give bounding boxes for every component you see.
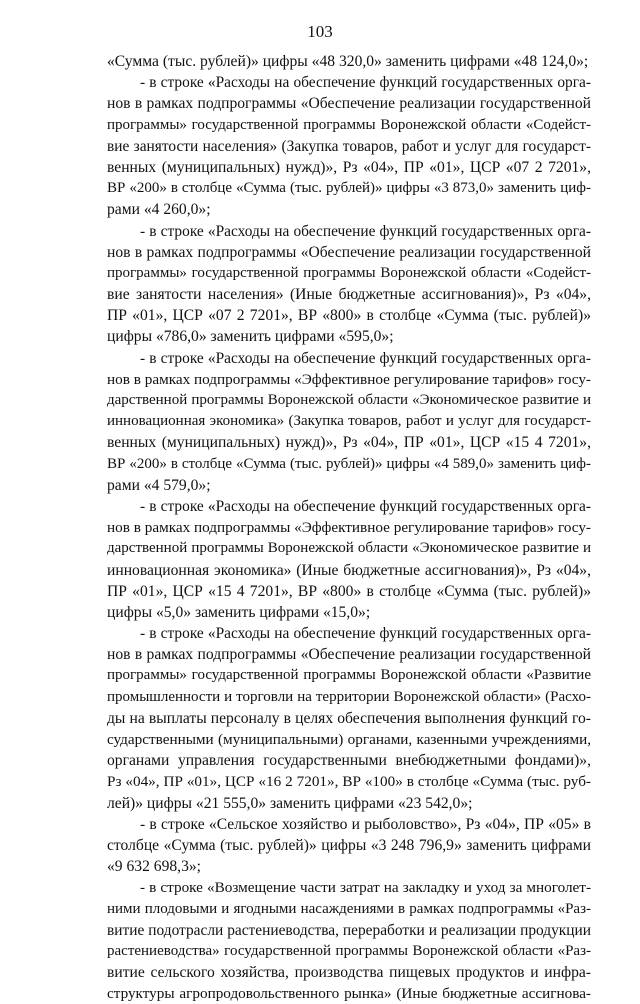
text-line: рами «4 260,0»; [107,201,211,219]
text-line: - в строке «Расходы на обеспечение функций государственных орга- [140,349,591,367]
text-line: цифры «786,0» заменить цифрами «595,0»; [107,328,394,346]
text-line: - в строке «Расходы на обеспечение функций государственных орга- [140,625,591,643]
text-line: сударственными (муниципальными) органами, казенными учреждениями, [107,731,591,748]
text-line: венных (муниципальных) нужд)», Рз «04», ПР «01», ЦСР «07 2 7201», [107,158,591,176]
text-line: промышленности и торговли на территории Воронежской области» (Расхо- [107,688,591,705]
text-line: дарственной программы Воронежской области «Экономическое развитие и [107,540,591,557]
text-line: ВР «200» в столбце «Сумма (тыс. рублей)» цифры «4 589,0» заменить циф- [107,455,591,472]
text-line: растениеводства» государственной программы Воронежской области «Раз- [107,942,591,959]
text-line: нов в рамках подпрограммы «Эффективное регулирование тарифов» госу- [107,370,591,388]
text-line: рами «4 579,0»; [107,476,211,494]
text-line: программы» государственной программы Воронежской области «Содейст- [107,116,591,133]
text-line: венных (муниципальных) нужд)», Рз «04», ПР «01», ЦСР «15 4 7201», [107,434,591,452]
text-line: Рз «04», ПР «01», ЦСР «16 2 7201», ВР «100» в столбце «Сумма (тыс. руб- [107,773,591,791]
text-line: лей)» цифры «21 555,0» заменить цифрами «23 542,0»; [107,794,473,812]
text-line: столбце «Сумма (тыс. рублей)» цифры «3 248 796,9» заменить цифрами [107,836,591,854]
text-line: инновационная экономика» (Иные бюджетные ассигнования)», Рз «04», [107,561,591,579]
text-line: - в строке «Расходы на обеспечение функций государственных орга- [140,497,591,515]
text-line: нов в рамках подпрограммы «Обеспечение реализации государственной [107,646,591,664]
text-line: программы» государственной программы Воронежской области «Развитие [107,667,591,684]
text-line: ПР «01», ЦСР «15 4 7201», ВР «800» в столбце «Сумма (тыс. рублей)» [107,582,591,600]
text-line: нов в рамках подпрограммы «Обеспечение реализации государственной [107,243,591,261]
text-line: витие подотрасли растениеводства, переработки и реализации продукции [107,921,591,939]
text-line: нов в рамках подпрограммы «Обеспечение реализации государственной [107,95,591,113]
text-line: - в строке «Сельское хозяйство и рыболовство», Рз «04», ПР «05» в [140,815,591,833]
text-line: ними плодовыми и ягодными насаждениями в рамках подпрограммы «Раз- [107,900,591,917]
text-line: цифры «5,0» заменить цифрами «15,0»; [107,603,371,621]
text-line: - в строке «Расходы на обеспечение функций государственных орга- [140,74,591,92]
text-line: - в строке «Возмещение части затрат на закладку и уход за многолет- [140,879,591,897]
text-line: вие занятости населения» (Закупка товаров, работ и услуг для государст- [107,137,591,155]
text-line: ПР «01», ЦСР «07 2 7201», ВР «800» в столбце «Сумма (тыс. рублей)» [107,307,591,325]
text-line: витие сельского хозяйства, производства пищевых продуктов и инфра- [107,964,591,982]
text-line: дарственной программы Воронежской области «Экономическое развитие и [107,392,591,408]
text-line: нов в рамках подпрограммы «Эффективное регулирование тарифов» госу- [107,519,591,537]
text-line: - в строке «Расходы на обеспечение функций государственных орга- [140,222,591,240]
page-number: 103 [307,22,333,41]
text-line: «Сумма (тыс. рублей)» цифры «48 320,0» заменить цифрами «48 124,0»; [107,53,589,70]
text-line: вие занятости населения» (Иные бюджетные ассигнования)», Рз «04», [107,286,591,304]
text-line: инновационная экономика» (Закупка товаров, работ и услуг для государст- [107,413,591,430]
document-body [107,51,591,1004]
text-line: органами управления государственными внебюджетными фондами)», [107,752,591,770]
text-line: ды на выплаты персоналу в целях обеспечения выполнения функций го- [107,709,591,727]
text-line: «9 632 698,3»; [107,858,201,876]
text-line: ВР «200» в столбце «Сумма (тыс. рублей)» цифры «3 873,0» заменить циф- [107,180,591,197]
text-line: структуры агропродовольственного рынка» (Иные бюджетные ассигнова- [107,985,591,1003]
text-line: программы» государственной программы Воронежской области «Содейст- [107,264,591,281]
